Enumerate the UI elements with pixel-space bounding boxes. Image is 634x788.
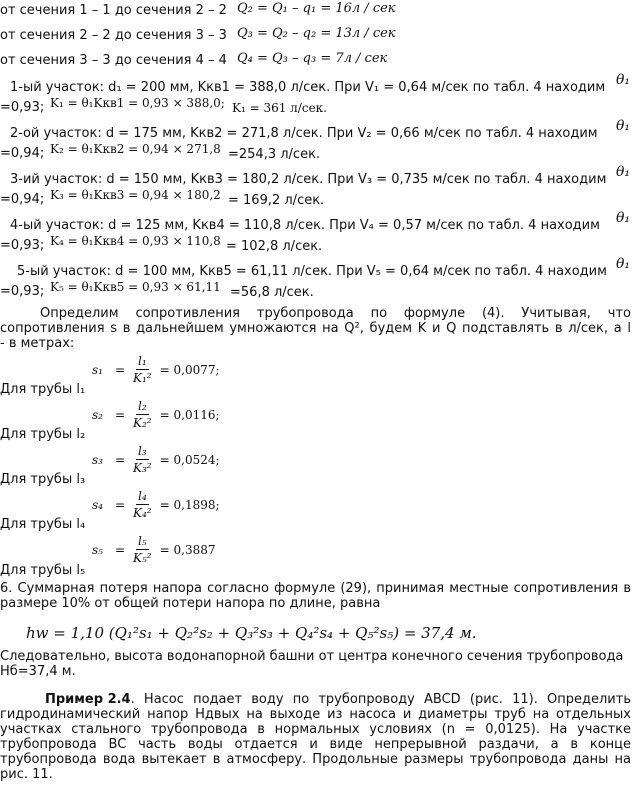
example-title: Пример 2.4 xyxy=(45,692,131,707)
plot-line: 3-ий участок: d = 150 мм, Kкв3 = 180,2 л/сек. При V₃ = 0,735 м/сек по табл. 4 находим xyxy=(10,172,607,187)
resistance-value: = 0,0077; xyxy=(159,362,220,377)
resistance-formula: s₃ = $\frac{\text{l₃}}{\text{K₃²}}$ = 0,0524; xyxy=(92,444,220,475)
plot-line: 1-ый участок: d₁ = 200 мм, Kкв1 = 388,0 л/сек. При V₁ = 0,64 м/сек по табл. 4 находим xyxy=(10,80,606,95)
resistance-value: = 0,1898; xyxy=(159,497,220,512)
theta-value: =0,94; xyxy=(0,146,45,161)
s-symbol: s₄ xyxy=(92,497,103,512)
fraction-denominator: K₁² xyxy=(133,371,152,385)
pipe-label: Для трубы l₂ xyxy=(0,427,86,442)
plot-line: 4-ый участок: d = 125 мм, Kкв4 = 110,8 л/сек. При V₄ = 0,57 м/сек по табл. 4 находим xyxy=(10,218,600,233)
paragraph-line: Hб=37,4 м. xyxy=(0,664,76,679)
paragraph-line: размере 10% от общей потери напора по длине, равна xyxy=(0,596,381,611)
section-label: от сечения 3 – 3 до сечения 4 – 4 xyxy=(0,53,227,68)
k-result: =254,3 л/сек. xyxy=(228,147,321,162)
flow-formula: Q₂ = Q₁ – q₁ = 16л / сек xyxy=(237,1,396,16)
paragraph-line: гидродинамический напор Hдвых на выходе из насоса и диаметры труб на отдельных xyxy=(0,707,631,722)
pipe-label: Для трубы l₁ xyxy=(0,382,86,397)
hw-formula: hw = 1,10 (Q₁²s₁ + Q₂²s₂ + Q₃²s₃ + Q₄²s₄ + Q₅²s₅) = 37,4 м. xyxy=(26,624,477,642)
paragraph-line: трубопровода вода вытекает в атмосферу. Продольные размеры трубопровода даны на xyxy=(0,752,631,767)
paragraph-line: трубопровода BC часть воды отдается и виде непрерывной раздачи, а в конце xyxy=(0,737,631,752)
theta-value: =0,93; xyxy=(0,238,45,253)
fraction-denominator: K₃² xyxy=(133,461,152,475)
paragraph-line: 6. Суммарная потеря напора согласно формуле (29), принимая местные сопротивления в xyxy=(0,581,631,596)
plot-line: 5-ый участок: d = 100 мм, Kкв5 = 61,11 л/сек. При V₅ = 0,64 м/сек по табл. 4 находим xyxy=(17,264,607,279)
theta-symbol: θ₁ xyxy=(616,72,631,88)
section-label: от сечения 1 – 1 до сечения 2 – 2 xyxy=(0,3,227,18)
fraction-numerator: l₁ xyxy=(138,354,147,368)
fraction-numerator: l₂ xyxy=(138,399,147,413)
paragraph-line: . Насос подает воду по трубопроводу ABCD (рис. 11). Определить xyxy=(130,692,631,707)
resistance-value: = 0,0524; xyxy=(159,452,220,467)
s-symbol: s₃ xyxy=(92,452,103,467)
theta-symbol: θ₁ xyxy=(616,210,631,226)
k-result: = 102,8 л/сек. xyxy=(226,239,323,254)
paragraph-line: рис. 11. xyxy=(0,767,53,782)
resistance-formula: s₁ = $\frac{\text{l₁}}{\text{K₁²}}$ = 0,0077; xyxy=(92,354,220,385)
theta-value: =0,93; xyxy=(0,100,45,115)
fraction-denominator: K₂² xyxy=(133,416,152,430)
resistance-value: = 0,0116; xyxy=(159,407,220,422)
pipe-label: Для трубы l₄ xyxy=(0,517,86,532)
example-first-line xyxy=(45,692,631,707)
paragraph-line: участках стального трубопровода в нормальных условиях (n = 0,0125). На участке xyxy=(0,722,631,737)
theta-symbol: θ₁ xyxy=(616,164,631,180)
resistance-value: = 0,3887 xyxy=(159,542,216,557)
flow-formula: Q₃ = Q₂ – q₂ = 13л / сек xyxy=(237,26,396,41)
s-symbol: s₁ xyxy=(92,362,103,377)
k-formula: K₃ = θ₁Kкв3 = 0,94 × 180,2 xyxy=(50,188,221,202)
resistance-formula: s₅ = $\frac{\text{l₅}}{\text{K₅²}}$ = 0,3887 xyxy=(92,534,216,565)
paragraph-line: - в метрах: xyxy=(0,336,75,351)
fraction-denominator: K₅² xyxy=(133,551,152,565)
plot-line: 2-ой участок: d = 175 мм, Kкв2 = 271,8 л/сек. При V₂ = 0,66 м/сек по табл. 4 находим xyxy=(10,126,598,141)
k-formula: K₅ = θ₁Kкв5 = 0,93 × 61,11 xyxy=(50,280,221,294)
s-symbol: s₂ xyxy=(92,407,103,422)
fraction-numerator: l₄ xyxy=(138,489,147,503)
k-formula: K₄ = θ₁Kкв4 = 0,93 × 110,8 xyxy=(50,234,221,248)
k-result: = 169,2 л/сек. xyxy=(228,193,325,208)
paragraph-line: Следовательно, высота водонапорной башни от центра конечного сечения трубопровода xyxy=(0,649,624,664)
paragraph-line: Определим сопротивления трубопровода по формуле (4). Учитывая, что xyxy=(40,306,631,321)
resistance-formula: s₄ = $\frac{\text{l₄}}{\text{K₄²}}$ = 0,1898; xyxy=(92,489,220,520)
resistance-formula: s₂ = $\frac{\text{l₂}}{\text{K₂²}}$ = 0,0116; xyxy=(92,399,220,430)
k-result: K₁ = 361 л/сек. xyxy=(232,101,327,115)
pipe-label: Для трубы l₅ xyxy=(0,563,86,578)
section-label: от сечения 2 – 2 до сечения 3 – 3 xyxy=(0,28,227,43)
theta-symbol: θ₁ xyxy=(616,118,631,134)
theta-symbol: θ₁ xyxy=(616,256,631,272)
fraction-numerator: l₃ xyxy=(138,444,147,458)
fraction-denominator: K₄² xyxy=(133,506,152,520)
fraction-numerator: l₅ xyxy=(138,534,147,548)
pipe-label: Для трубы l₃ xyxy=(0,472,86,487)
k-formula: K₂ = θ₁Kкв2 = 0,94 × 271,8 xyxy=(50,142,221,156)
theta-value: =0,93; xyxy=(0,284,45,299)
k-result: =56,8 л/сек. xyxy=(230,285,314,300)
theta-value: =0,94; xyxy=(0,192,45,207)
paragraph-line: сопротивления s в дальнейшем умножаются на Q², будем K и Q подставлять в л/сек, а l xyxy=(0,321,631,336)
k-formula: K₁ = θ₁Kкв1 = 0,93 × 388,0; xyxy=(50,96,225,110)
flow-formula: Q₄ = Q₃ – q₃ = 7л / сек xyxy=(237,51,388,66)
s-symbol: s₅ xyxy=(92,542,103,557)
